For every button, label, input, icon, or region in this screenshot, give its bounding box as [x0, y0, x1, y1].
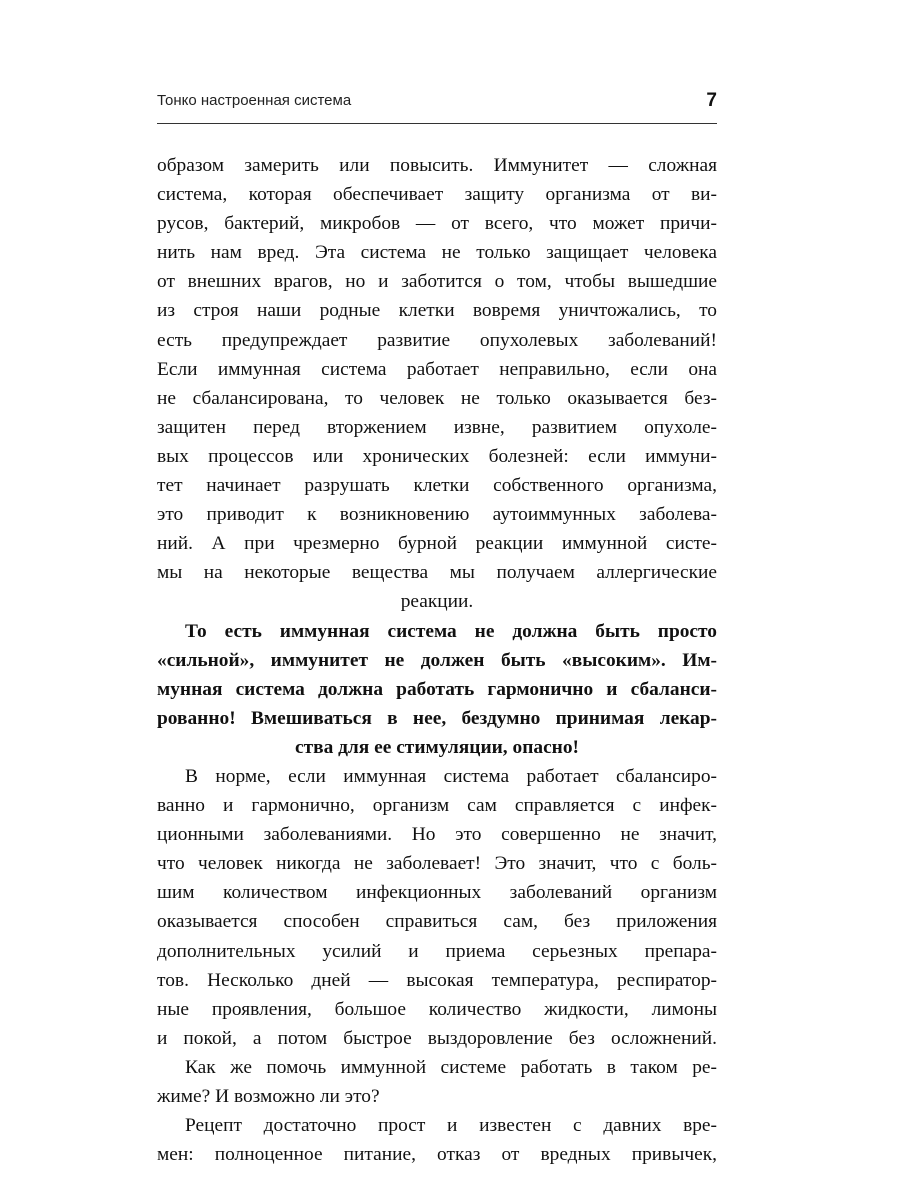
text-line: «сильной», иммунитет не должен быть «высоким». Им- [157, 649, 717, 671]
paragraph-1 [157, 151, 717, 617]
text-line: рованно! Вмешиваться в нее, бездумно принимая лекар- [157, 707, 717, 729]
text-line: есть предупреждает развитие опухолевых заболеваний! [157, 329, 717, 351]
text-line: оказывается способен справиться сам, без приложения [157, 911, 717, 933]
text-line: Рецепт достаточно прост и известен с давних вре- [185, 1115, 717, 1137]
text-line: мунная система должна работать гармонично и сбаланси- [157, 678, 717, 700]
text-line: ванно и гармонично, организм сам справляется с инфек- [157, 795, 717, 817]
header-rule [157, 123, 717, 124]
text-line: это приводит к возникновению аутоиммунных заболева- [157, 504, 717, 526]
text-line: мы на некоторые вещества мы получаем аллергические [157, 562, 717, 584]
text-line: система, которая обеспечивает защиту организма от ви- [157, 184, 717, 206]
text-line: тов. Несколько дней — высокая температура, респиратор- [157, 969, 717, 991]
text-line: нить нам вред. Эта система не только защищает человека [157, 242, 717, 264]
text-line: от внешних врагов, но и заботится о том, чтобы вышедшие [157, 271, 717, 293]
text-line: Как же помочь иммунной системе работать в таком ре- [185, 1056, 717, 1078]
text-line: вых процессов или хронических болезней: если иммуни- [157, 445, 717, 467]
paragraph-2-bold [157, 617, 717, 762]
running-title: Тонко настроенная система [157, 92, 352, 109]
text-line: из строя наши родные клетки вовремя уничтожались, то [157, 300, 717, 322]
text-line: мен: полноценное питание, отказ от вредных привычек, [157, 1144, 717, 1166]
text-line: В норме, если иммунная система работает сбалансиро- [185, 765, 717, 787]
paragraph-5 [157, 1111, 717, 1169]
text-line: русов, бактерий, микробов — от всего, что может причи- [157, 213, 717, 235]
text-line: шим количеством инфекционных заболеваний организм [157, 882, 717, 904]
text-line: защитен перед вторжением извне, развитием опухоле- [157, 416, 717, 438]
text-line: реакции. [400, 591, 474, 613]
text-line: ний. А при чрезмерно бурной реакции иммунной систе- [157, 533, 717, 555]
paragraph-3 [157, 762, 717, 1053]
text-line: тет начинает разрушать клетки собственного организма, [157, 475, 717, 497]
text-line: дополнительных усилий и приема серьезных препара- [157, 940, 717, 962]
paragraph-4 [157, 1053, 717, 1111]
text-line: ционными заболеваниями. Но это совершенно не значит, [157, 824, 717, 846]
running-header [157, 90, 717, 116]
body-text [157, 151, 717, 1169]
text-line: ства для ее стимуляции, опасно! [294, 736, 580, 758]
text-line: образом замерить или повысить. Иммунитет — сложная [157, 155, 717, 176]
text-line: Если иммунная система работает неправильно, если она [157, 358, 717, 380]
text-line: ные проявления, большое количество жидкости, лимоны [157, 998, 717, 1020]
text-line: жиме? И возможно ли это? [157, 1086, 380, 1107]
text-line: что человек никогда не заболевает! Это значит, что с боль- [157, 853, 717, 875]
page-number: 7 [706, 90, 717, 111]
text-line: не сбалансирована, то человек не только оказывается без- [157, 387, 717, 409]
text-line: То есть иммунная система не должна быть просто [185, 620, 717, 642]
text-line: и покой, а потом быстрое выздоровление без осложнений. [157, 1027, 717, 1049]
